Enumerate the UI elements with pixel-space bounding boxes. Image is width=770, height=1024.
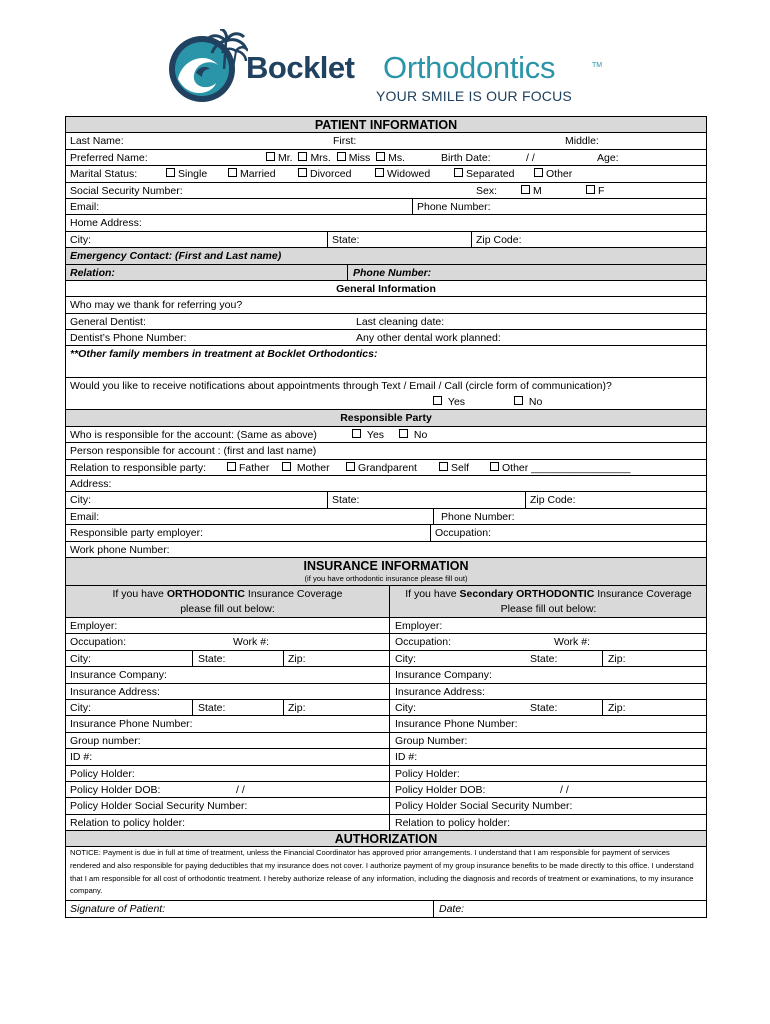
ins-row-phone[interactable]: Insurance Phone Number: Insurance Phone Number: [66,716,707,732]
person-responsible-label: Person responsible for account : (first and last name) [70,445,317,458]
brand-name-light: Orthodontics [383,50,556,85]
row-city[interactable] [66,232,707,248]
row-name[interactable] [66,133,707,149]
checkbox-icon[interactable] [454,168,463,177]
age-label: Age: [597,151,619,164]
female-option: F [598,184,605,197]
row-emergency[interactable] [66,248,707,264]
phone-label: Phone Number: [417,200,491,213]
row-who-responsible[interactable]: Who is responsible for the account: (Same as above) Yes No [66,427,707,443]
primary-insurance-subheading: please fill out below: [180,602,275,615]
checkbox-icon[interactable] [399,429,408,438]
ins-row-city[interactable]: City: State: Zip: City: State: Zip: [66,651,707,667]
title-options[interactable]: Mr. Mrs. Miss Ms. [266,150,405,166]
section-header-patient [66,117,707,133]
city-label: City: [70,494,91,507]
section-title: General Information [336,282,436,295]
row-ssn[interactable] [66,183,707,199]
section-title: PATIENT INFORMATION [314,118,458,132]
ins-row-dob[interactable]: Policy Holder DOB: / / Policy Holder DOB: / / [66,782,707,798]
notify-no: No [528,396,543,409]
last-name-label: Last Name: [70,135,124,148]
ins-row-city-2[interactable]: City: State: Zip: City: State: Zip: [66,700,707,716]
row-address[interactable] [66,476,707,492]
row-marital[interactable] [66,166,707,182]
secondary-insurance-subheading: Please fill out below: [500,602,597,615]
checkbox-icon[interactable] [521,185,530,194]
payment-notice: NOTICE: Payment is due in full at time of treatment, unless the Financial Coordinator has approved prior arrangements. I understand that I am responsible for payment of services rendered and also responsible for paying deductibles that my insurance does not cover. I authorize payment of my group insurance benefits to be made directly to this office. I understand that I am responsible for all cost of orthodontic treatment. I hereby authorize release of any information, including the diagnosis and records of treatment or examinations, to my insurance company. [66,847,707,901]
row-relation[interactable] [66,265,707,281]
male-option: M [533,184,542,197]
referral-label: Who may we thank for referring you? [70,299,243,312]
address-label: Address: [70,478,112,491]
family-members-label: **Other family members in treatment at Bocklet Orthodontics: [70,348,378,361]
checkbox-icon[interactable] [514,396,523,405]
checkbox-icon[interactable] [439,462,448,471]
state-label: State: [332,494,360,507]
primary-insurance-heading: If you have ORTHODONTIC Insurance Coverage [112,587,343,600]
row-dentist[interactable] [66,314,707,330]
checkbox-icon[interactable] [228,168,237,177]
row-home-address[interactable] [66,215,707,231]
birth-date-label: Birth Date: [441,151,491,164]
section-subtitle: (if you have orthodontic insurance please fill out) [304,573,468,583]
row-employer[interactable] [66,525,707,541]
trademark: TM [592,62,603,69]
emergency-phone-label: Phone Number: [353,266,432,279]
ins-row-holder[interactable]: Policy Holder: Policy Holder: [66,766,707,782]
relation-responsible-label: Relation to responsible party: [70,461,206,474]
checkbox-icon[interactable] [490,462,499,471]
emergency-contact-label: Emergency Contact: (First and Last name) [70,250,282,263]
row-email[interactable] [66,199,707,215]
ssn-label: Social Security Number: [70,184,183,197]
ins-row-employer[interactable]: Employer: Employer: [66,618,707,634]
checkbox-icon[interactable] [298,152,307,161]
ins-row-group[interactable]: Group number: Group Number: [66,733,707,749]
notification-question: Would you like to receive notifications about appointments through Text / Email / Call (circle form of communication)? [70,380,612,393]
section-header-general [66,281,707,297]
phone-label: Phone Number: [441,510,515,523]
work-phone-label: Work phone Number: [70,543,170,556]
row-family[interactable] [66,346,707,378]
dentist-phone-label: Dentist’s Phone Number: [70,332,187,345]
state-label: State: [332,233,360,246]
patient-form [65,116,707,918]
signature-label: Signature of Patient: [70,903,166,916]
ins-row-id[interactable]: ID #: ID #: [66,749,707,765]
ins-row-relation[interactable]: Relation to policy holder: Relation to policy holder: [66,815,707,831]
checkbox-icon[interactable] [352,429,361,438]
checkbox-icon[interactable] [227,462,236,471]
divorced-option: Divorced [310,168,352,181]
row-signature[interactable] [66,901,707,917]
other-option: Other [546,168,573,181]
wave-palm-logo-icon [166,29,248,105]
letterhead [0,0,770,116]
ins-row-address[interactable]: Insurance Address: Insurance Address: [66,684,707,700]
brand-name-bold: Bocklet [246,50,355,85]
separated-option: Separated [466,168,515,181]
row-relation-responsible[interactable]: Relation to responsible party: Father Mother Grandparent Self Other _________________ [66,460,707,476]
ins-row-company[interactable]: Insurance Company: Insurance Company: [66,667,707,683]
general-dentist-label: General Dentist: [70,315,146,328]
row-referral[interactable] [66,297,707,313]
checkbox-icon[interactable] [433,396,442,405]
marital-status-label: Marital Status: [70,168,138,181]
married-option: Married [240,168,276,181]
middle-name-label: Middle: [565,135,599,148]
checkbox-icon[interactable] [586,185,595,194]
section-header-responsible [66,410,707,426]
checkbox-icon[interactable] [298,168,307,177]
birth-date-slashes: / / [526,151,535,164]
first-name-label: First: [333,135,357,148]
row-work-phone[interactable] [66,542,707,558]
row-dentist-phone[interactable] [66,330,707,346]
occupation-label: Occupation: [435,527,492,540]
section-title: INSURANCE INFORMATION [303,558,469,573]
row-resp-email[interactable] [66,509,707,525]
insurance-column-headers [66,586,707,618]
checkbox-icon[interactable] [266,152,275,161]
ins-row-occupation[interactable]: Occupation: Work #: Occupation: Work #: [66,634,707,650]
ins-row-holder-ssn[interactable]: Policy Holder Social Security Number: Policy Holder Social Security Number: [66,798,707,814]
widowed-option: Widowed [387,168,431,181]
checkbox-icon[interactable] [375,168,384,177]
date-label: Date: [439,903,465,916]
section-header-authorization [66,831,707,847]
employer-label: Responsible party employer: [70,527,204,540]
checkbox-icon[interactable] [166,168,175,177]
row-notify[interactable] [66,378,707,410]
section-title: AUTHORIZATION [334,832,438,847]
zip-label: Zip Code: [530,494,576,507]
email-label: Email: [70,200,100,213]
secondary-insurance-heading: If you have Secondary ORTHODONTIC Insurance Coverage [405,587,692,600]
zip-label: Zip Code: [476,233,522,246]
checkbox-icon[interactable] [376,152,385,161]
section-title: Responsible Party [340,412,432,425]
section-header-insurance [66,558,707,586]
other-work-label: Any other dental work planned: [356,332,501,345]
preferred-name-label: Preferred Name: [70,151,148,164]
checkbox-icon[interactable] [534,168,543,177]
checkbox-icon[interactable] [282,462,291,471]
relation-label: Relation: [70,266,115,279]
tagline: YOUR SMILE IS OUR FOCUS [376,88,572,104]
row-resp-city[interactable] [66,492,707,508]
checkbox-icon[interactable] [337,152,346,161]
last-cleaning-label: Last cleaning date: [356,315,445,328]
sex-label: Sex: [476,184,498,197]
row-preferred[interactable] [66,150,707,166]
notify-yes: Yes [447,396,466,409]
home-address-label: Home Address: [70,217,142,230]
email-label: Email: [70,510,100,523]
single-option: Single [178,168,208,181]
row-person-responsible[interactable] [66,443,707,459]
who-responsible-label: Who is responsible for the account: (Same as above) [70,428,317,441]
checkbox-icon[interactable] [346,462,355,471]
city-label: City: [70,233,91,246]
